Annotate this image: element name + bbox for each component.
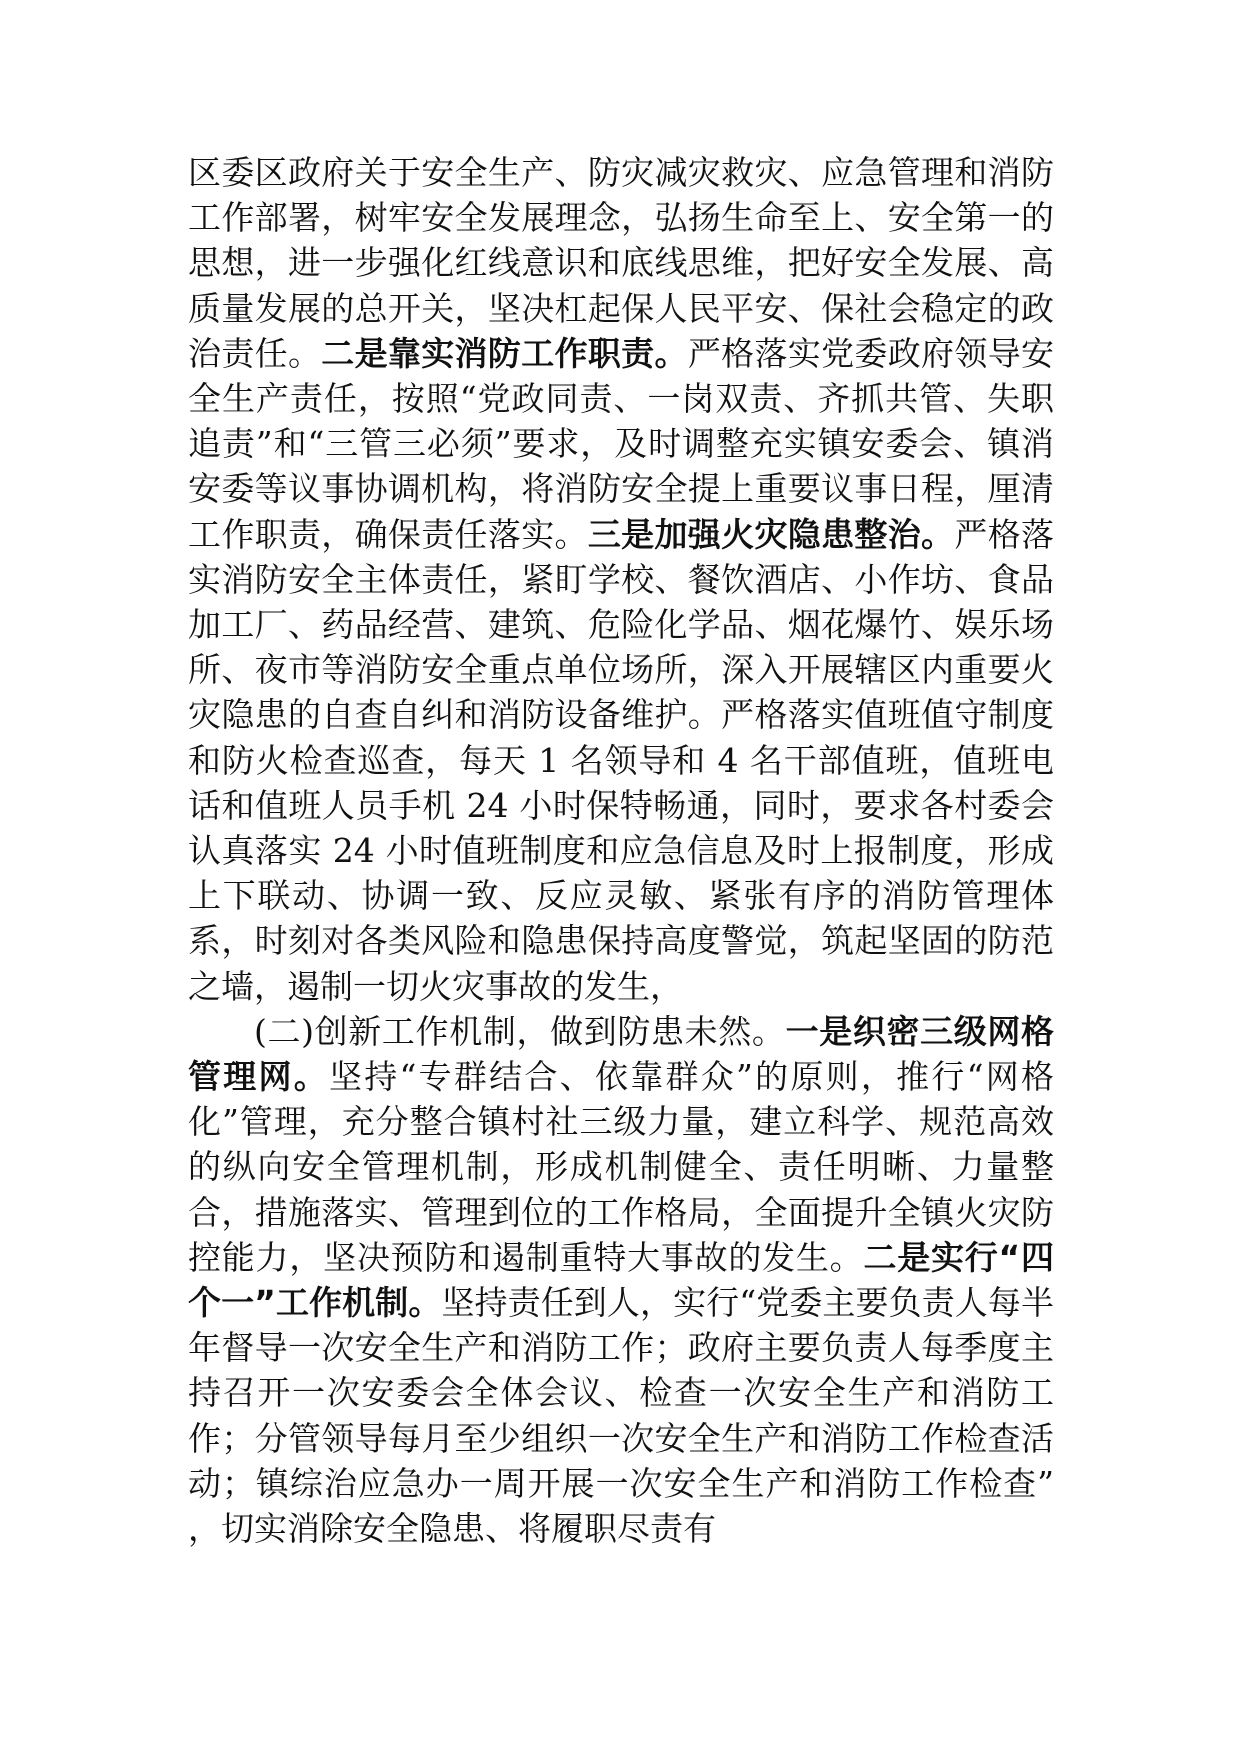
bold-heading-second: 二是实行“四个一”工作机制。: [188, 1237, 1054, 1323]
paragraph-section-two: [188, 1009, 1054, 1551]
bold-heading-first: 一是织密三级网格管理网。: [188, 1011, 1055, 1097]
section-heading: (二)创新工作机制，做到防患未然。: [254, 1011, 786, 1051]
text-segment: 严格落实消防安全主体责任，紧盯学校、餐饮酒店、小作坊、食品加工厂、药品经营、建筑、危险化学品、烟花爆竹、娱乐场所、夜市等消防安全重点单位场所，深入开展辖区内重要火灾隐患的自查自纠和消防设备维护。严格落实值班值守制度和防火检查巡查，每天 1 名领导和 4 名干部值班，值班电话和值班人员手机 24 小时保特畅通，同时，要求各村委会认真落实 24 小时值班制度和应急信息及时上报制度，形成上下联动、协调一致、反应灵敏、紧张有序的消防管理体系，时刻对各类风险和隐患保持高度警觉，筑起坚固的防范之墙，遏制一切火灾事故的发生，: [188, 514, 1055, 1006]
text-segment: 区委区政府关于安全生产、防灾减灾救灾、应急管理和消防工作部署，树牢安全发展理念，弘扬生命至上、安全第一的思想，进一步强化红线意识和底线思维，把好安全发展、高质量发展的总开关，坚决杠起保人民平安、保社会稳定的政治责任。: [188, 153, 1054, 373]
text-segment: 严格落实党委政府领导安全生产责任，按照“党政同责、一岗双责、齐抓共管、失职追责”和“三管三必须”要求，及时调整充实镇安委会、镇消安委等议事协调机构，将消防安全提上重要议事日程，厘清工作职责，确保责任落实。: [188, 333, 1055, 554]
paragraph-continued: [188, 150, 1054, 1009]
bold-heading-third: 三是加强火灾隐患整治。: [587, 514, 955, 554]
text-segment: 坚持责任到人，实行“党委主要负责人每半年督导一次安全生产和消防工作；政府主要负责人每季度主持召开一次安委会全体会议、检查一次安全生产和消防工作；分管领导每月至少组织一次安全生产和消防工作检查活动；镇综治应急办一周开展一次安全生产和消防工作检查” ，切实消除安全隐患、将履职尽责有: [188, 1283, 1054, 1549]
text-segment: 坚持“专群结合、依靠群众”的原则，推行“网格化”管理，充分整合镇村社三级力量，建立科学、规范高效的纵向安全管理机制，形成机制健全、责任明晰、力量整合，措施落实、管理到位的工作格局，全面提升全镇火灾防控能力，坚决预防和遏制重特大事故的发生。: [188, 1057, 1054, 1277]
bold-heading-second: 二是靠实消防工作职责。: [321, 333, 688, 373]
body-text: [188, 150, 1054, 1551]
